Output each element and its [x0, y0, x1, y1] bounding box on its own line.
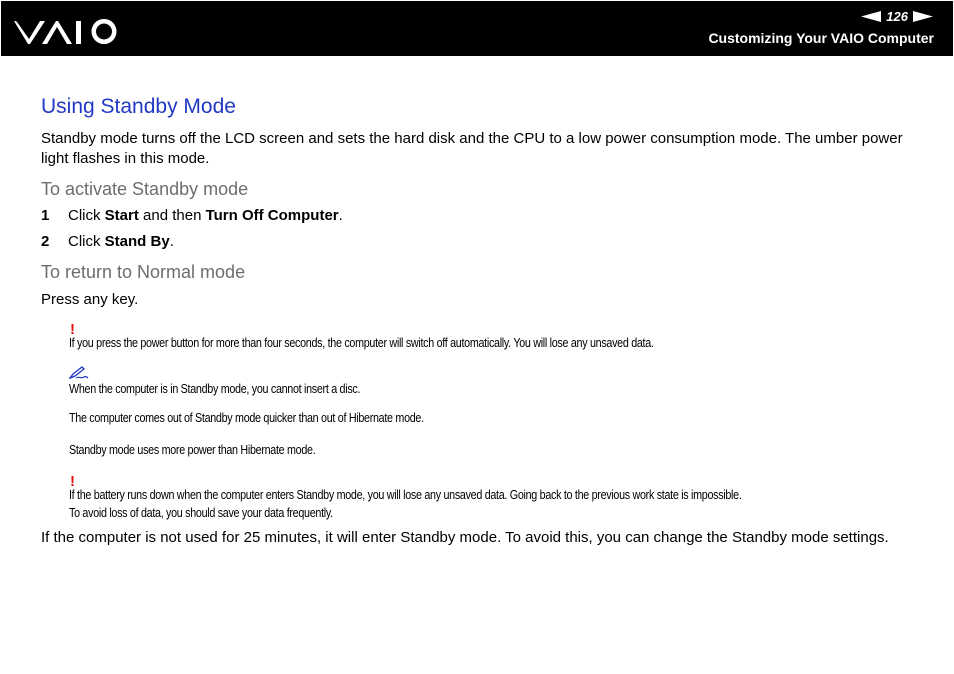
- start-command: Start: [104, 207, 139, 224]
- note-item: Standby mode uses more power than Hibernate mode.: [69, 443, 316, 457]
- vaio-logo-icon: [12, 15, 122, 45]
- step-2: [41, 232, 174, 252]
- page-header: [1, 1, 953, 56]
- note-item: When the computer is in Standby mode, you cannot insert a disc.: [69, 382, 361, 396]
- activate-heading: To activate Standby mode: [41, 179, 249, 199]
- step-text: Click: [68, 233, 105, 250]
- warning-text: If you press the power button for more than four seconds, the computer will switch off automatically. You will lose any unsaved data.: [69, 336, 654, 350]
- intro-paragraph: Standby mode turns off the LCD screen and sets the hard disk and the CPU to a low power consumption mode. The umber power light flashes in this mode.: [41, 130, 903, 167]
- step-text: and then: [138, 207, 206, 224]
- note-item: The computer comes out of Standby mode quicker than out of Hibernate mode.: [69, 411, 424, 425]
- step-text: Click: [68, 207, 105, 224]
- closing-paragraph: If the computer is not used for 25 minutes, it will enter Standby mode. To avoid this, you can change the Standby mode settings.: [41, 529, 889, 546]
- warning-icon: !: [70, 473, 75, 490]
- page-number: 126: [886, 8, 908, 24]
- turn-off-command: Turn Off Computer: [205, 207, 339, 224]
- return-text: Press any key.: [41, 291, 139, 308]
- return-heading: To return to Normal mode: [41, 262, 246, 282]
- step-number: 1: [41, 207, 50, 224]
- warning-text: To avoid loss of data, you should save your data frequently.: [69, 506, 333, 520]
- section-title: Customizing Your VAIO Computer: [708, 30, 934, 46]
- step-text: .: [169, 233, 174, 250]
- step-text: .: [338, 207, 343, 224]
- arrow-left-icon[interactable]: [861, 11, 881, 22]
- warning-icon: !: [70, 321, 75, 338]
- page-navigation: [861, 8, 933, 24]
- step-number: 2: [41, 233, 50, 250]
- arrow-right-icon[interactable]: [913, 11, 933, 22]
- warning-text: If the battery runs down when the computer enters Standby mode, you will lose any unsaved data. Going back to the previous work state is impossible.: [69, 488, 742, 502]
- step-1: [41, 206, 343, 226]
- stand-by-command: Stand By: [104, 233, 170, 250]
- pencil-note-icon: [69, 366, 89, 380]
- page-title: Using Standby Mode: [41, 95, 236, 118]
